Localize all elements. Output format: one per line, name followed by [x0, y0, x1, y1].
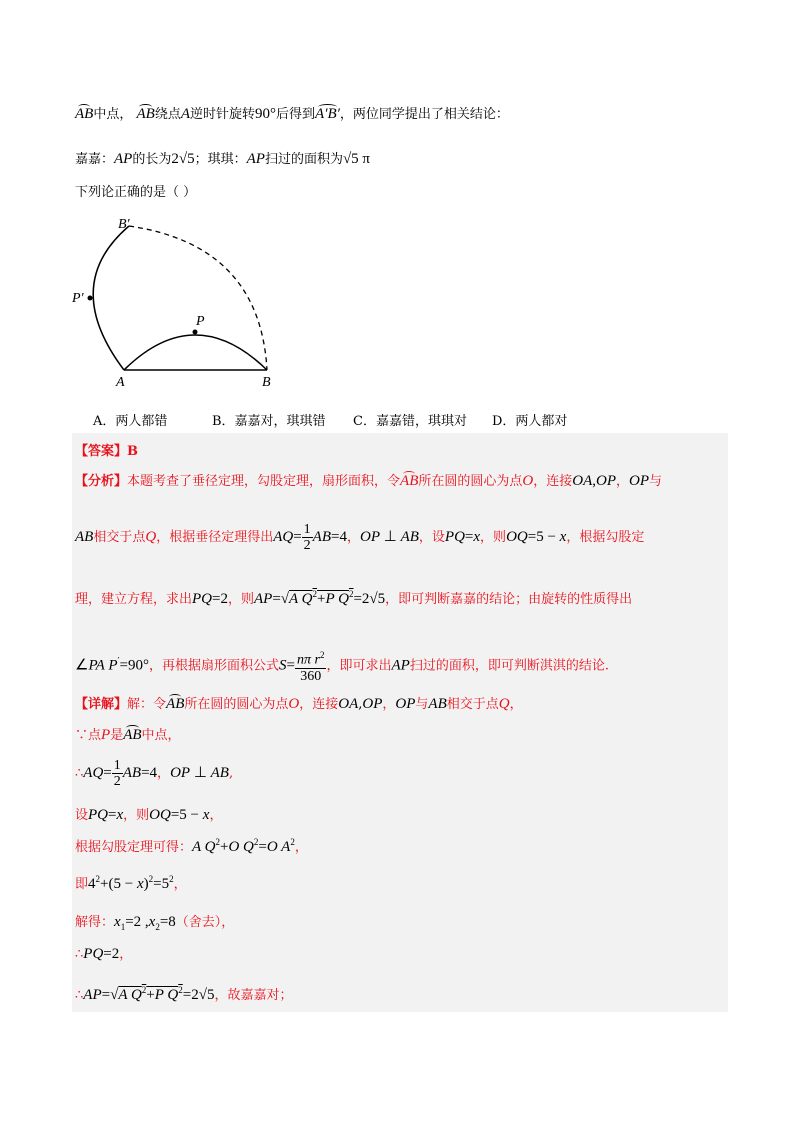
analysis-line-1: 【分析】本题考查了垂径定理，勾股定理，扇形面积，令AB所在圆的圆心为点O，连接OA,OP，OP与: [75, 473, 663, 489]
detail-line-8: ∴PQ=2，: [75, 946, 133, 962]
analysis-line-3: 理，建立方程，求出PQ=2，则AP=√A $Q^2+P$ $Q^2=2√5$，即可判断嘉嘉的结论；由旋转的性质得出: [75, 589, 633, 607]
detail-line-2: ∵点P是AB中点，: [75, 727, 181, 743]
detail-line-5: 根据勾股定理可得：A $Q^2+O$ $Q^2=O$ $A^2$，: [75, 837, 308, 855]
label-b-prime: B′: [118, 217, 130, 232]
geometry-figure: [60, 205, 300, 395]
arc-ab-label: AB: [75, 106, 94, 122]
detail-line-3: ∴AQ= $\frac{1}{2}$ AB=4，OP ⊥ AB,: [75, 758, 234, 789]
point-p: [193, 330, 198, 335]
analysis-line-2: AB相交于点Q，根据垂径定理得出AQ= $\frac{1}{2}$ AB=4，OP ⊥ AB，设PQ=x，则OQ=5 − x，根据勾股定: [75, 522, 645, 553]
option-c[interactable]: C．嘉嘉错，琪琪对: [353, 414, 467, 429]
arc-apb: [124, 335, 267, 370]
detail-line-7: 解得：$x_1=2$ $,x_2=8$（舍去），: [75, 914, 235, 932]
label-b: B: [262, 375, 271, 390]
option-a[interactable]: A．两人都错: [93, 414, 168, 429]
detail-line-6: 即$4^2+(5 - x)^2=5^2$，: [75, 874, 187, 892]
question-line-2: 嘉嘉：AP的长为2√5；琪琪：AP扫过的面积为√5 π: [75, 151, 371, 167]
option-d[interactable]: D．两人都对: [492, 414, 568, 429]
question-line-3: 下列论正确的是（ ）: [75, 185, 197, 200]
label-p-prime: P′: [72, 291, 84, 306]
analysis-line-4: ∠PA P′=90°，再根据扇形面积公式S= $\frac{n\pi r^2}{360}$ ，即可求出AP扫过的面积，即可判断淇淇的结论.: [75, 650, 609, 684]
detail-line-1: 【详解】解：令AB所在圆的圆心为点O，连接OA,OP，OP与AB相交于点Q，: [75, 696, 523, 712]
label-a: A: [116, 375, 125, 390]
label-p: P: [196, 314, 205, 329]
point-p-prime: [88, 296, 93, 301]
question-line-1: AB中点， AB绕点A逆时针旋转90°后得到A′B′，两位同学提出了相关结论：: [75, 106, 509, 122]
option-b[interactable]: B．嘉嘉对，琪琪错: [212, 414, 326, 429]
answer-tag: 【答案】B: [75, 444, 138, 459]
detail-line-4: 设PQ=x，则OQ=5 − x，: [75, 807, 223, 823]
arc-ap-prime-b-prime: [93, 226, 129, 370]
detail-line-9: ∴AP=√A $Q^2+P$ $Q^2=2√5$，故嘉嘉对；: [75, 985, 293, 1003]
